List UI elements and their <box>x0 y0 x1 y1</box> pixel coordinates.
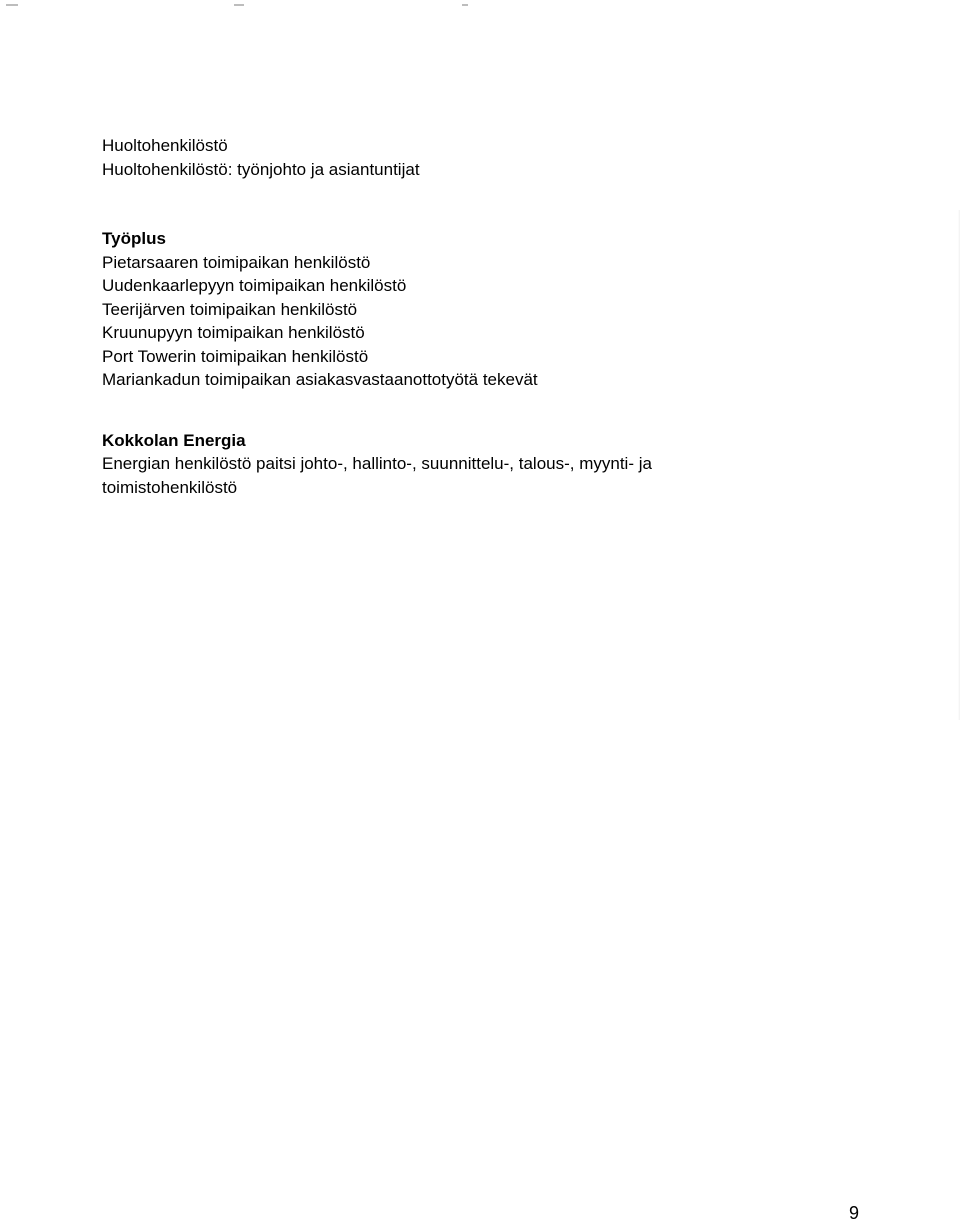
section-heading: Työplus <box>102 229 166 248</box>
section-line: Huoltohenkilöstö: työnjohto ja asiantuntijat <box>102 159 420 179</box>
section-line: Teerijärven toimipaikan henkilöstö <box>102 299 358 319</box>
section-heading: Kokkolan Energia <box>102 430 246 450</box>
section-line: toimistohenkilöstö <box>102 477 238 497</box>
section-kokkolan-energia <box>102 429 902 500</box>
scan-mark <box>234 4 244 6</box>
page-number: 9 <box>849 1203 860 1223</box>
section-huoltohenkilosto <box>102 134 902 181</box>
section-line: Huoltohenkilöstö <box>102 136 228 155</box>
section-line: Port Towerin toimipaikan henkilöstö <box>102 346 369 366</box>
section-line: Uudenkaarlepyyn toimipaikan henkilöstö <box>102 276 407 295</box>
section-line: Mariankadun toimipaikan asiakasvastaanottotyötä tekevät <box>102 370 538 389</box>
scan-mark <box>6 4 18 6</box>
section-tyoplus <box>102 227 902 392</box>
section-line: Kruunupyyn toimipaikan henkilöstö <box>102 323 365 342</box>
scan-mark <box>462 4 468 6</box>
section-line: Pietarsaaren toimipaikan henkilöstö <box>102 252 371 272</box>
section-line: Energian henkilöstö paitsi johto-, hallinto-, suunnittelu-, talous-, myynti- ja <box>102 454 652 473</box>
document-body <box>102 134 902 499</box>
